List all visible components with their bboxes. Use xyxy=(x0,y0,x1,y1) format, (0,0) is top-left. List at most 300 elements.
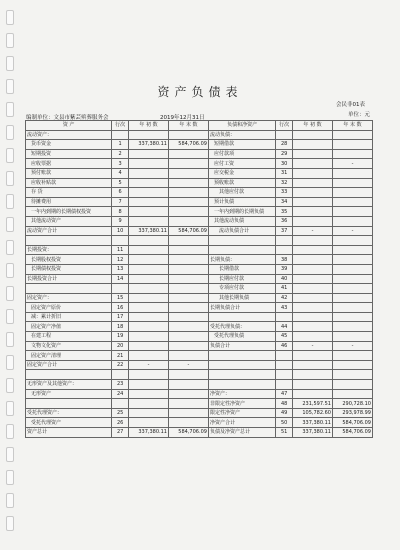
asset-line-no: 27 xyxy=(112,428,129,438)
table-row xyxy=(26,226,373,236)
liability-line-no: 36 xyxy=(276,216,293,226)
liability-item: 长期应付款 xyxy=(208,274,275,284)
liability-line-no: 45 xyxy=(276,332,293,342)
liability-line-no: 34 xyxy=(276,197,293,207)
liability-beginning-value xyxy=(293,140,333,150)
liability-item: 受托代理负债： xyxy=(208,322,275,332)
asset-item: 文物文化资产 xyxy=(26,341,112,351)
liability-line-no: 47 xyxy=(276,389,293,399)
liability-item xyxy=(208,245,275,255)
liability-ending-value xyxy=(333,322,373,332)
table-row xyxy=(26,322,373,332)
liability-beginning-value xyxy=(293,264,333,274)
asset-ending-value xyxy=(168,245,208,255)
liability-item: 净资产： xyxy=(208,389,275,399)
binding-hole xyxy=(6,102,14,117)
liability-item: 短期借款 xyxy=(208,140,275,150)
liability-beginning-value xyxy=(293,130,333,140)
asset-beginning-value: - xyxy=(129,360,169,370)
asset-item: 应收补贴款 xyxy=(26,178,112,188)
asset-item: 短期投资 xyxy=(26,149,112,159)
liability-item xyxy=(208,312,275,322)
liability-item: 限定性净资产 xyxy=(208,408,275,418)
liability-item: 一年内到期的长期负债 xyxy=(208,207,275,217)
liability-item: 长期借款 xyxy=(208,264,275,274)
liability-line-no: 42 xyxy=(276,293,293,303)
asset-item: 固定资产原价 xyxy=(26,303,112,313)
liability-line-no: 39 xyxy=(276,264,293,274)
liability-beginning-value xyxy=(293,216,333,226)
binding-hole xyxy=(6,171,14,186)
asset-item: 其他流动资产 xyxy=(26,216,112,226)
asset-beginning-value xyxy=(129,332,169,342)
asset-line-no: 3 xyxy=(112,159,129,169)
liability-beginning-value xyxy=(293,168,333,178)
asset-ending-value xyxy=(168,207,208,217)
table-row xyxy=(26,159,373,169)
asset-ending-value xyxy=(168,178,208,188)
table-row xyxy=(26,389,373,399)
asset-line-no: 16 xyxy=(112,303,129,313)
asset-line-no: 10 xyxy=(112,226,129,236)
table-row xyxy=(26,332,373,342)
asset-item: 无形资产 xyxy=(26,389,112,399)
asset-beginning-value xyxy=(129,236,169,246)
asset-ending-value xyxy=(168,284,208,294)
asset-item: 受托代理资产 xyxy=(26,418,112,428)
asset-line-no: 13 xyxy=(112,264,129,274)
liability-beginning-value xyxy=(293,197,333,207)
liability-ending-value xyxy=(333,255,373,265)
liability-line-no: 33 xyxy=(276,188,293,198)
asset-line-no: 4 xyxy=(112,168,129,178)
asset-item: 应收票据 xyxy=(26,159,112,169)
table-row xyxy=(26,197,373,207)
liability-beginning-value: 105,782.60 xyxy=(293,408,333,418)
asset-beginning-value xyxy=(129,274,169,284)
asset-ending-value xyxy=(168,303,208,313)
binding-hole xyxy=(6,286,14,301)
liability-beginning-value xyxy=(293,312,333,322)
asset-ending-value xyxy=(168,216,208,226)
asset-ending-value: 584,706.09 xyxy=(168,428,208,438)
liability-beginning-value xyxy=(293,322,333,332)
balance-sheet-table xyxy=(25,120,373,438)
liability-line-no xyxy=(276,360,293,370)
liability-ending-value: - xyxy=(333,159,373,169)
liability-beginning-value: 337,380.11 xyxy=(293,428,333,438)
liability-beginning-value xyxy=(293,389,333,399)
liability-beginning-value xyxy=(293,284,333,294)
header-line-no-2: 行次 xyxy=(276,121,293,131)
liability-ending-value xyxy=(333,197,373,207)
binding-hole xyxy=(6,401,14,416)
asset-line-no: 23 xyxy=(112,380,129,390)
liability-line-no: 43 xyxy=(276,303,293,313)
liability-line-no: 46 xyxy=(276,341,293,351)
asset-line-no xyxy=(112,130,129,140)
liability-ending-value xyxy=(333,274,373,284)
liability-ending-value xyxy=(333,293,373,303)
asset-ending-value xyxy=(168,312,208,322)
asset-item xyxy=(26,284,112,294)
asset-line-no xyxy=(112,399,129,409)
asset-beginning-value xyxy=(129,399,169,409)
asset-ending-value xyxy=(168,197,208,207)
header-beginning: 年 初 数 xyxy=(129,121,169,131)
liability-ending-value xyxy=(333,360,373,370)
liability-ending-value xyxy=(333,168,373,178)
liability-ending-value: 290,728.10 xyxy=(333,399,373,409)
liability-beginning-value xyxy=(293,274,333,284)
liability-beginning-value xyxy=(293,370,333,380)
asset-line-no: 14 xyxy=(112,274,129,284)
liability-ending-value: 584,706.09 xyxy=(333,428,373,438)
table-row xyxy=(26,284,373,294)
liability-ending-value xyxy=(333,389,373,399)
table-row xyxy=(26,293,373,303)
liability-ending-value xyxy=(333,149,373,159)
asset-beginning-value xyxy=(129,418,169,428)
table-row xyxy=(26,399,373,409)
table-row xyxy=(26,236,373,246)
table-row xyxy=(26,130,373,140)
asset-ending-value xyxy=(168,149,208,159)
liability-beginning-value xyxy=(293,159,333,169)
liability-item: 预计负债 xyxy=(208,197,275,207)
liability-line-no: 40 xyxy=(276,274,293,284)
binding-hole xyxy=(6,125,14,140)
asset-line-no: 2 xyxy=(112,149,129,159)
liability-line-no xyxy=(276,236,293,246)
liability-beginning-value: - xyxy=(293,226,333,236)
asset-item xyxy=(26,236,112,246)
asset-line-no: 15 xyxy=(112,293,129,303)
liability-beginning-value: - xyxy=(293,341,333,351)
table-row xyxy=(26,428,373,438)
asset-line-no: 25 xyxy=(112,408,129,418)
asset-item: 长期投资： xyxy=(26,245,112,255)
liability-ending-value xyxy=(333,284,373,294)
asset-line-no: 17 xyxy=(112,312,129,322)
liability-ending-value xyxy=(333,130,373,140)
liability-item: 应付款项 xyxy=(208,149,275,159)
liability-beginning-value xyxy=(293,178,333,188)
liability-beginning-value xyxy=(293,236,333,246)
binding-hole xyxy=(6,33,14,48)
liability-item: 其他流动负债 xyxy=(208,216,275,226)
liability-item: 其他长期负债 xyxy=(208,293,275,303)
liability-line-no: 48 xyxy=(276,399,293,409)
liability-item: 应付工资 xyxy=(208,159,275,169)
binding-hole xyxy=(6,148,14,163)
asset-line-no: 12 xyxy=(112,255,129,265)
asset-beginning-value xyxy=(129,284,169,294)
liability-item: 非限定性净资产 xyxy=(208,399,275,409)
liability-item: 预收账款 xyxy=(208,178,275,188)
asset-line-no: 9 xyxy=(112,216,129,226)
header-ending: 年 末 数 xyxy=(168,121,208,131)
table-row xyxy=(26,245,373,255)
liability-line-no: 28 xyxy=(276,140,293,150)
asset-ending-value: 584,706.09 xyxy=(168,140,208,150)
liability-ending-value xyxy=(333,140,373,150)
asset-beginning-value xyxy=(129,264,169,274)
liability-ending-value xyxy=(333,370,373,380)
liability-line-no: 30 xyxy=(276,159,293,169)
header-beginning-2: 年 初 数 xyxy=(293,121,333,131)
binding-hole xyxy=(6,424,14,439)
liability-ending-value xyxy=(333,332,373,342)
table-row xyxy=(26,351,373,361)
asset-line-no: 6 xyxy=(112,188,129,198)
asset-line-no xyxy=(112,370,129,380)
asset-item: 固定资产： xyxy=(26,293,112,303)
liability-ending-value xyxy=(333,236,373,246)
asset-item: 减：累计折旧 xyxy=(26,312,112,322)
liability-item xyxy=(208,380,275,390)
liability-line-no: 44 xyxy=(276,322,293,332)
asset-item: 预付账款 xyxy=(26,168,112,178)
asset-beginning-value xyxy=(129,322,169,332)
binding-hole xyxy=(6,217,14,232)
asset-ending-value xyxy=(168,274,208,284)
asset-beginning-value xyxy=(129,341,169,351)
asset-item: 一年内到期的长期债权投资 xyxy=(26,207,112,217)
binding-hole xyxy=(6,263,14,278)
asset-beginning-value: 337,380.11 xyxy=(129,226,169,236)
asset-ending-value xyxy=(168,255,208,265)
liability-ending-value xyxy=(333,312,373,322)
asset-item: 无形资产及其他资产： xyxy=(26,380,112,390)
asset-item: 货币资金 xyxy=(26,140,112,150)
asset-ending-value xyxy=(168,264,208,274)
liability-item xyxy=(208,360,275,370)
liability-line-no: 49 xyxy=(276,408,293,418)
asset-ending-value xyxy=(168,389,208,399)
liability-line-no: 37 xyxy=(276,226,293,236)
liability-item: 负债及净资产总计 xyxy=(208,428,275,438)
table-row xyxy=(26,360,373,370)
asset-beginning-value: 337,380.11 xyxy=(129,428,169,438)
liability-ending-value: - xyxy=(333,226,373,236)
liability-line-no xyxy=(276,380,293,390)
asset-line-no: 5 xyxy=(112,178,129,188)
asset-beginning-value xyxy=(129,245,169,255)
asset-beginning-value xyxy=(129,207,169,217)
asset-ending-value xyxy=(168,408,208,418)
asset-beginning-value xyxy=(129,197,169,207)
table-row xyxy=(26,255,373,265)
header-line-no: 行次 xyxy=(112,121,129,131)
table-row xyxy=(26,207,373,217)
liability-line-no: 41 xyxy=(276,284,293,294)
asset-ending-value: 584,706.09 xyxy=(168,226,208,236)
liability-line-no xyxy=(276,312,293,322)
binding-hole xyxy=(6,447,14,462)
liability-ending-value xyxy=(333,380,373,390)
asset-line-no: 11 xyxy=(112,245,129,255)
liability-line-no: 51 xyxy=(276,428,293,438)
currency-unit: 单位：元 xyxy=(347,112,370,118)
asset-beginning-value xyxy=(129,293,169,303)
asset-ending-value xyxy=(168,159,208,169)
asset-ending-value xyxy=(168,418,208,428)
asset-beginning-value xyxy=(129,312,169,322)
asset-line-no: 8 xyxy=(112,207,129,217)
document-title: 资产负债表 xyxy=(157,85,243,99)
liability-ending-value xyxy=(333,188,373,198)
asset-beginning-value xyxy=(129,380,169,390)
liability-ending-value xyxy=(333,216,373,226)
asset-ending-value xyxy=(168,236,208,246)
table-row xyxy=(26,312,373,322)
asset-line-no: 22 xyxy=(112,360,129,370)
header-liabilities: 负债和净资产 xyxy=(208,121,275,131)
table-row xyxy=(26,178,373,188)
table-row xyxy=(26,140,373,150)
asset-line-no: 18 xyxy=(112,322,129,332)
asset-line-no: 21 xyxy=(112,351,129,361)
asset-beginning-value xyxy=(129,188,169,198)
liability-beginning-value xyxy=(293,351,333,361)
asset-beginning-value xyxy=(129,130,169,140)
binding-hole xyxy=(6,378,14,393)
liability-beginning-value xyxy=(293,255,333,265)
binding-hole xyxy=(6,309,14,324)
asset-beginning-value xyxy=(129,168,169,178)
asset-ending-value xyxy=(168,370,208,380)
asset-ending-value xyxy=(168,293,208,303)
asset-ending-value xyxy=(168,188,208,198)
asset-item: 待摊费用 xyxy=(26,197,112,207)
binding-hole xyxy=(6,56,14,71)
asset-item: 资产总计 xyxy=(26,428,112,438)
asset-line-no: 26 xyxy=(112,418,129,428)
liability-item: 负债合计 xyxy=(208,341,275,351)
liability-beginning-value xyxy=(293,360,333,370)
table-header-row xyxy=(26,121,373,131)
asset-ending-value xyxy=(168,351,208,361)
asset-item xyxy=(26,399,112,409)
asset-beginning-value xyxy=(129,408,169,418)
report-date: 2019年12月31日 xyxy=(160,115,205,121)
asset-item: 存 货 xyxy=(26,188,112,198)
liability-beginning-value xyxy=(293,303,333,313)
asset-line-no: 19 xyxy=(112,332,129,342)
asset-beginning-value xyxy=(129,370,169,380)
liability-beginning-value: 231,597.51 xyxy=(293,399,333,409)
liability-beginning-value xyxy=(293,332,333,342)
header-ending-2: 年 末 数 xyxy=(333,121,373,131)
liability-line-no xyxy=(276,130,293,140)
asset-beginning-value xyxy=(129,216,169,226)
liability-line-no xyxy=(276,245,293,255)
table-row xyxy=(26,264,373,274)
asset-item: 流动资产： xyxy=(26,130,112,140)
asset-beginning-value xyxy=(129,178,169,188)
liability-line-no: 31 xyxy=(276,168,293,178)
asset-item: 受托代理资产： xyxy=(26,408,112,418)
table-row xyxy=(26,341,373,351)
asset-item xyxy=(26,370,112,380)
liability-ending-value: - xyxy=(333,341,373,351)
liability-ending-value: 293,978.99 xyxy=(333,408,373,418)
asset-line-no xyxy=(112,284,129,294)
asset-beginning-value: 337,380.11 xyxy=(129,140,169,150)
asset-ending-value xyxy=(168,380,208,390)
asset-line-no: 7 xyxy=(112,197,129,207)
asset-item: 在建工程 xyxy=(26,332,112,342)
reporting-unit: 编制单位：文县市紫芸殡葬服务会 xyxy=(26,115,109,121)
liability-beginning-value xyxy=(293,207,333,217)
table-row xyxy=(26,188,373,198)
asset-beginning-value xyxy=(129,351,169,361)
binding-hole xyxy=(6,194,14,209)
liability-ending-value xyxy=(333,264,373,274)
form-number: 会民非01表 xyxy=(336,102,365,108)
asset-line-no xyxy=(112,236,129,246)
asset-ending-value xyxy=(168,168,208,178)
liability-line-no: 50 xyxy=(276,418,293,428)
liability-beginning-value: 337,380.11 xyxy=(293,418,333,428)
liability-line-no: 32 xyxy=(276,178,293,188)
asset-ending-value xyxy=(168,399,208,409)
asset-ending-value xyxy=(168,130,208,140)
table-row xyxy=(26,380,373,390)
binding-hole xyxy=(6,470,14,485)
asset-item: 流动资产合计 xyxy=(26,226,112,236)
liability-line-no xyxy=(276,370,293,380)
table-row xyxy=(26,216,373,226)
asset-item: 长期投资合计 xyxy=(26,274,112,284)
liability-item xyxy=(208,236,275,246)
binding-hole xyxy=(6,516,14,531)
asset-ending-value xyxy=(168,332,208,342)
asset-line-no: 1 xyxy=(112,140,129,150)
table-row xyxy=(26,168,373,178)
binding-hole xyxy=(6,332,14,347)
liability-beginning-value xyxy=(293,188,333,198)
liability-item: 流动负债合计 xyxy=(208,226,275,236)
liability-ending-value xyxy=(333,207,373,217)
liability-item: 流动负债： xyxy=(208,130,275,140)
liability-beginning-value xyxy=(293,293,333,303)
table-row xyxy=(26,408,373,418)
asset-item: 固定资产合计 xyxy=(26,360,112,370)
asset-beginning-value xyxy=(129,389,169,399)
header-assets: 资 产 xyxy=(26,121,112,131)
asset-item: 固定资产清理 xyxy=(26,351,112,361)
liability-item: 受托代理负债 xyxy=(208,332,275,342)
liability-line-no: 38 xyxy=(276,255,293,265)
asset-ending-value: - xyxy=(168,360,208,370)
asset-line-no: 24 xyxy=(112,389,129,399)
liability-line-no: 29 xyxy=(276,149,293,159)
asset-beginning-value xyxy=(129,159,169,169)
asset-line-no: 20 xyxy=(112,341,129,351)
asset-item: 长期股权投资 xyxy=(26,255,112,265)
liability-ending-value xyxy=(333,178,373,188)
liability-item: 应交税金 xyxy=(208,168,275,178)
binding-hole xyxy=(6,355,14,370)
liability-item: 净资产合计 xyxy=(208,418,275,428)
liability-item: 专项应付款 xyxy=(208,284,275,294)
liability-item xyxy=(208,370,275,380)
liability-ending-value xyxy=(333,351,373,361)
asset-item: 固定资产净值 xyxy=(26,322,112,332)
binding-hole xyxy=(6,493,14,508)
